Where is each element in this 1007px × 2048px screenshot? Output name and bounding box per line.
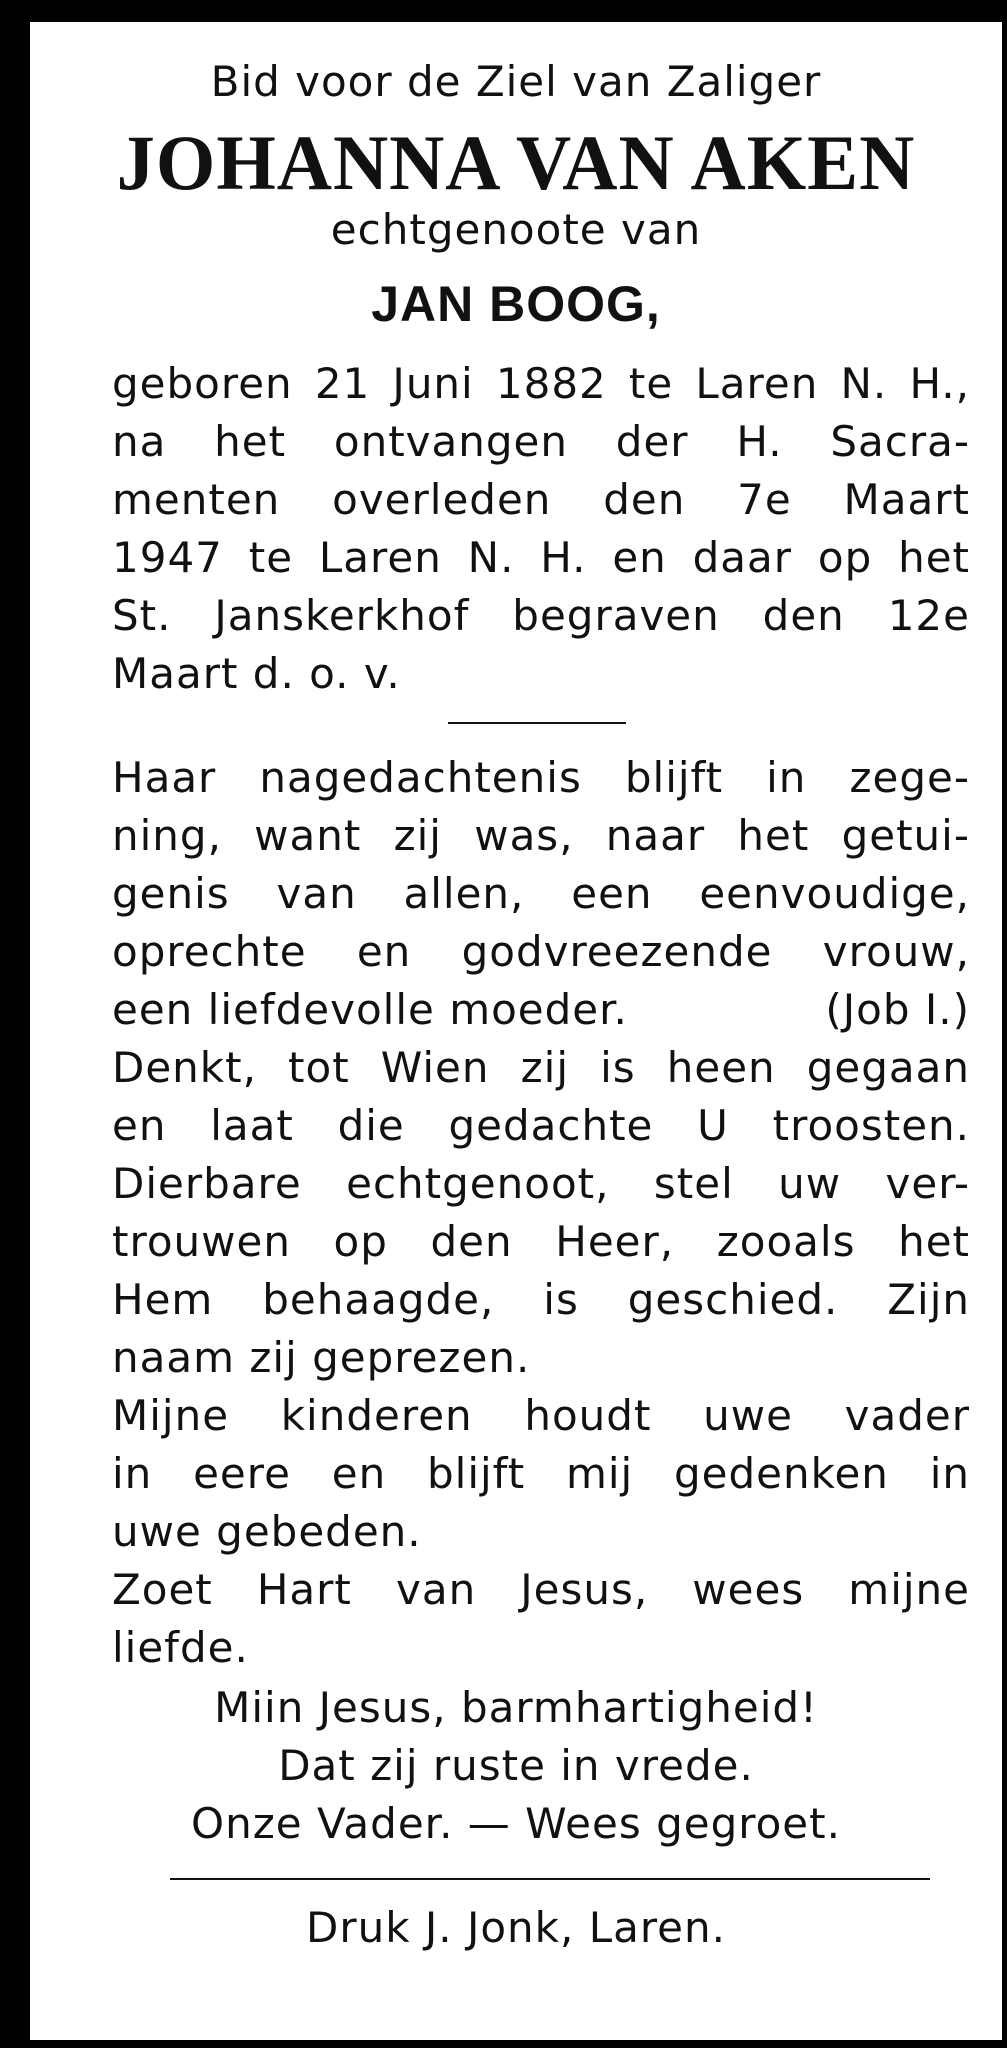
text-line: trouwen op den Heer, zooals het <box>112 1217 970 1266</box>
bio-line: geboren 21 Juni 1882 te Laren N. H., <box>112 359 970 408</box>
prayer-line: Onze Vader. — Wees gegroet. <box>191 1799 841 1848</box>
memorial-card <box>30 22 1002 2040</box>
text-line: Denkt, tot Wien zij is heen gegaan <box>112 1043 970 1092</box>
text-line-with-citation <box>112 982 970 1038</box>
deceased-name: JOHANNA VAN AKEN <box>116 119 916 206</box>
text-line: liefde. <box>112 1623 249 1672</box>
scripture-citation: (Job I.) <box>825 985 970 1034</box>
prayer-line: Miin Jesus, barmhartigheid! <box>214 1683 818 1732</box>
text-line: een liefdevolle moeder. <box>112 985 628 1034</box>
text-line: Mijne kinderen houdt uwe vader <box>112 1391 970 1440</box>
text-line: Dierbare echtgenoot, stel uw ver- <box>112 1159 970 1208</box>
text-line: oprechte en godvreezende vrouw, <box>112 927 970 976</box>
bio-line: na het ontvangen der H. Sacra- <box>112 417 970 466</box>
bio-line: menten overleden den 7e Maart <box>112 475 970 524</box>
prayer-line: Dat zij ruste in vrede. <box>278 1741 754 1790</box>
long-divider <box>170 1878 930 1880</box>
text-line: en laat die gedachte U troosten. <box>112 1101 970 1150</box>
text-line: in eere en blijft mij gedenken in <box>112 1449 970 1498</box>
text-line: naam zij geprezen. <box>112 1333 531 1382</box>
text-line: Zoet Hart van Jesus, wees mijne <box>112 1565 970 1614</box>
text-line: Haar nagedachtenis blijft in zege- <box>112 753 970 802</box>
text-line: ning, want zij was, naar het getui- <box>112 811 970 860</box>
spouse-intro: echtgenoote van <box>330 205 702 254</box>
intro-line: Bid voor de Ziel van Zaliger <box>210 57 822 106</box>
bio-line: St. Janskerkhof begraven den 12e <box>112 591 970 640</box>
bio-line: 1947 te Laren N. H. en daar op het <box>112 533 970 582</box>
text-line: genis van allen, een eenvoudige, <box>112 869 970 918</box>
short-divider <box>448 722 626 724</box>
spouse-name: JAN BOOG, <box>371 276 661 332</box>
bio-line: Maart d. o. v. <box>112 649 401 698</box>
text-line: uwe gebeden. <box>112 1507 422 1556</box>
text-line: Hem behaagde, is geschied. Zijn <box>112 1275 970 1324</box>
printer-credit: Druk J. Jonk, Laren. <box>305 1903 726 1952</box>
